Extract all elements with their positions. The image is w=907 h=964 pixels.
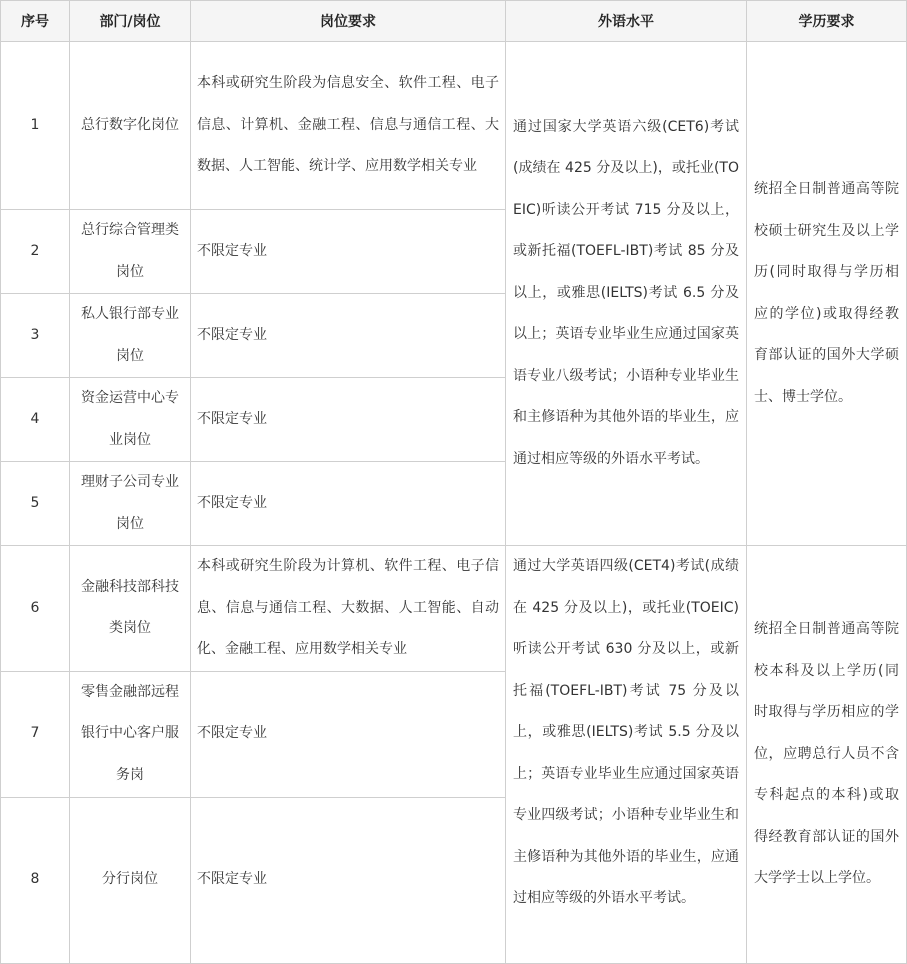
- row-number: 6: [1, 546, 70, 672]
- row-number: 7: [1, 671, 70, 797]
- department-cell: 私人银行部专业岗位: [70, 294, 191, 378]
- requirement-cell: 不限定专业: [191, 378, 506, 462]
- department-cell: 理财子公司专业岗位: [70, 462, 191, 546]
- education-cell: 统招全日制普通高等院校本科及以上学历(同时取得与学历相应的学位，应聘总行人员不含专科起点的本科)或取得经教育部认证的国外大学学士以上学位。: [747, 546, 907, 964]
- requirement-cell: 本科或研究生阶段为信息安全、软件工程、电子信息、计算机、金融工程、信息与通信工程、大数据、人工智能、统计学、应用数学相关专业: [191, 42, 506, 210]
- requirement-cell: 不限定专业: [191, 294, 506, 378]
- row-number: 8: [1, 797, 70, 963]
- row-number: 5: [1, 462, 70, 546]
- requirement-cell: 不限定专业: [191, 462, 506, 546]
- row-number: 3: [1, 294, 70, 378]
- row-number: 2: [1, 210, 70, 294]
- row-number: 4: [1, 378, 70, 462]
- header-department: 部门/岗位: [70, 1, 191, 42]
- education-cell: 统招全日制普通高等院校硕士研究生及以上学历(同时取得与学历相应的学位)或取得经教育部认证的国外大学硕士、博士学位。: [747, 42, 907, 546]
- header-education-requirements: 学历要求: [747, 1, 907, 42]
- requirement-cell: 不限定专业: [191, 210, 506, 294]
- requirement-cell: 不限定专业: [191, 797, 506, 963]
- requirement-cell: 不限定专业: [191, 671, 506, 797]
- table-row: [1, 42, 907, 210]
- row-number: 1: [1, 42, 70, 210]
- department-cell: 总行综合管理类岗位: [70, 210, 191, 294]
- department-cell: 零售金融部远程银行中心客户服务岗: [70, 671, 191, 797]
- language-cell: 通过国家大学英语六级(CET6)考试(成绩在 425 分及以上)，或托业(TOEIC)听读公开考试 715 分及以上，或新托福(TOEFL-IBT)考试 85 分及以上，或雅思(IELTS)考试 6.5 分及以上；英语专业毕业生应通过国家英语专业八级考试；小语种专业毕业生和主修语种为其他外语的毕业生，应通过相应等级的外语水平考试。: [506, 42, 747, 546]
- header-position-requirements: 岗位要求: [191, 1, 506, 42]
- department-cell: 资金运营中心专业岗位: [70, 378, 191, 462]
- header-number: 序号: [1, 1, 70, 42]
- table-row: [1, 546, 907, 672]
- requirement-cell: 本科或研究生阶段为计算机、软件工程、电子信息、信息与通信工程、大数据、人工智能、自动化、金融工程、应用数学相关专业: [191, 546, 506, 672]
- department-cell: 金融科技部科技类岗位: [70, 546, 191, 672]
- header-language-level: 外语水平: [506, 1, 747, 42]
- department-cell: 分行岗位: [70, 797, 191, 963]
- language-cell: 通过大学英语四级(CET4)考试(成绩在 425 分及以上)，或托业(TOEIC)听读公开考试 630 分及以上，或新托福(TOEFL-IBT)考试 75 分及以上，或雅思(IELTS)考试 5.5 分及以上；英语专业毕业生应通过国家英语专业四级考试；小语种专业毕业生和主修语种为其他外语的毕业生，应通过相应等级的外语水平考试。: [506, 546, 747, 964]
- department-cell: 总行数字化岗位: [70, 42, 191, 210]
- table-header-row: [1, 1, 907, 42]
